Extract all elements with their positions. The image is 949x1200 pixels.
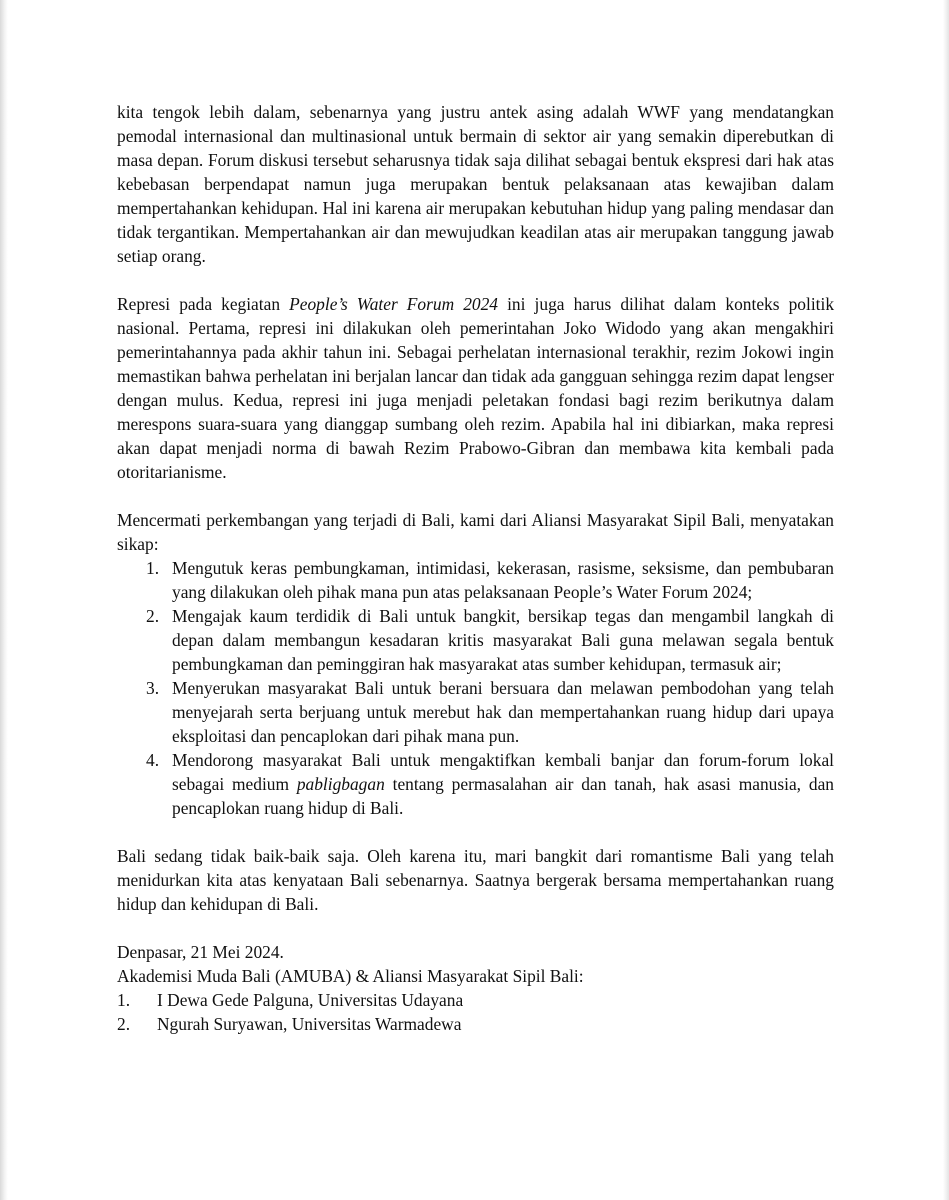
list-item	[117, 604, 834, 676]
place-date: Denpasar, 21 Mei 2024.	[117, 942, 284, 962]
list-item	[117, 748, 834, 820]
signatory-list	[117, 988, 834, 1036]
forum-name-italic: People’s Water Forum 2024	[289, 294, 499, 314]
signed-by: Akademisi Muda Bali (AMUBA) & Aliansi Masyarakat Sipil Bali:	[117, 966, 584, 986]
paragraph-wwf: kita tengok lebih dalam, sebenarnya yang justru antek asing adalah WWF yang mendatangkan pemodal internasional dan multinasional untuk bermain di sektor air yang semakin diperebutkan di masa depan. Forum diskusi tersebut seharusnya tidak saja dilihat sebagai bentuk ekspresi dari hak atas kebebasan berpendapat namun juga merupakan bentuk pelaksanaan atas kewajiban dalam mempertahankan kehidupan. Hal ini karena air merupakan kebutuhan hidup yang paling mendasar dan tidak tergantikan. Mempertahankan air dan mewujudkan keadilan atas air merupakan tanggung jawab setiap orang.	[117, 102, 834, 266]
stance-list	[117, 556, 834, 820]
list-number: 1.	[146, 558, 160, 578]
list-number: 3.	[146, 678, 160, 698]
list-item-text	[172, 750, 834, 818]
signatory-name: I Dewa Gede Palguna, Universitas Udayana	[157, 990, 464, 1010]
signatory-item	[117, 988, 834, 1012]
paragraph-call-to-action: Bali sedang tidak baik-baik saja. Oleh karena itu, mari bangkit dari romantisme Bali yang telah menidurkan kita atas kenyataan Bali sebenarnya. Saatnya bergerak bersama mempertahankan ruang hidup dan kehidupan di Bali.	[117, 846, 834, 914]
signatory-number: 2.	[117, 1014, 131, 1034]
list-item-text: Mengutuk keras pembungkaman, intimidasi, kekerasan, rasisme, seksisme, dan pembubaran yang dilakukan oleh pihak mana pun atas pelaksanaan People’s Water Forum 2024;	[172, 558, 834, 602]
paragraph-text: ini juga harus dilihat dalam konteks politik nasional. Pertama, represi ini dilakukan oleh pemerintahan Joko Widodo yang akan mengakhiri pemerintahannya pada akhir tahun ini. Sebagai perhelatan internasional terakhir, rezim Jokowi ingin memastikan bahwa perhelatan ini berjalan lancar dan tidak ada gangguan sehingga rezim dapat lengser dengan mulus. Kedua, represi ini juga menjadi peletakan fondasi bagi rezim berikutnya dalam merespons suara-suara yang dianggap sumbang oleh rezim. Apabila hal ini dibiarkan, maka represi akan dapat menjadi norma di bawah Rezim Prabowo-Gibran dan membawa kita kembali pada otoritarianisme.	[117, 294, 835, 482]
signatory-number: 1.	[117, 990, 131, 1010]
list-item-text: Menyerukan masyarakat Bali untuk berani bersuara dan melawan pembodohan yang telah menyejarah serta berjuang untuk merebut hak dan mempertahankan ruang hidup dari upaya eksploitasi dan pencaplokan dari pihak mana pun.	[172, 678, 834, 746]
list-item-text-part: tentang permasalahan air dan tanah, hak asasi manusia, dan pencaplokan ruang hidup di Bali.	[172, 774, 834, 818]
page-edge-shadow	[0, 0, 8, 1200]
signatory-name: Ngurah Suryawan, Universitas Warmadewa	[157, 1014, 462, 1034]
document-body	[117, 100, 834, 1036]
paragraph-stance-intro: Mencermati perkembangan yang terjadi di Bali, kami dari Aliansi Masyarakat Sipil Bali, menyatakan sikap:	[117, 510, 834, 554]
paragraph-political-context	[117, 292, 834, 484]
pabligbagan-italic: pabligbagan	[296, 774, 385, 794]
page-edge-shadow-right	[943, 0, 949, 1200]
list-number: 4.	[146, 750, 160, 770]
list-item	[117, 556, 834, 604]
list-number: 2.	[146, 606, 160, 626]
list-item-text: Mengajak kaum terdidik di Bali untuk bangkit, bersikap tegas dan mengambil langkah di depan dalam membangun kesadaran kritis masyarakat Bali guna melawan segala bentuk pembungkaman dan peminggiran hak masyarakat atas sumber kehidupan, termasuk air;	[172, 606, 834, 674]
paragraph-text: Represi pada kegiatan	[117, 294, 290, 314]
list-item	[117, 676, 834, 748]
list-item-text-part: Mendorong masyarakat Bali untuk mengaktifkan kembali banjar dan forum-forum lokal sebagai medium	[172, 750, 834, 794]
closing-block	[117, 940, 834, 1036]
signatory-item	[117, 1012, 834, 1036]
